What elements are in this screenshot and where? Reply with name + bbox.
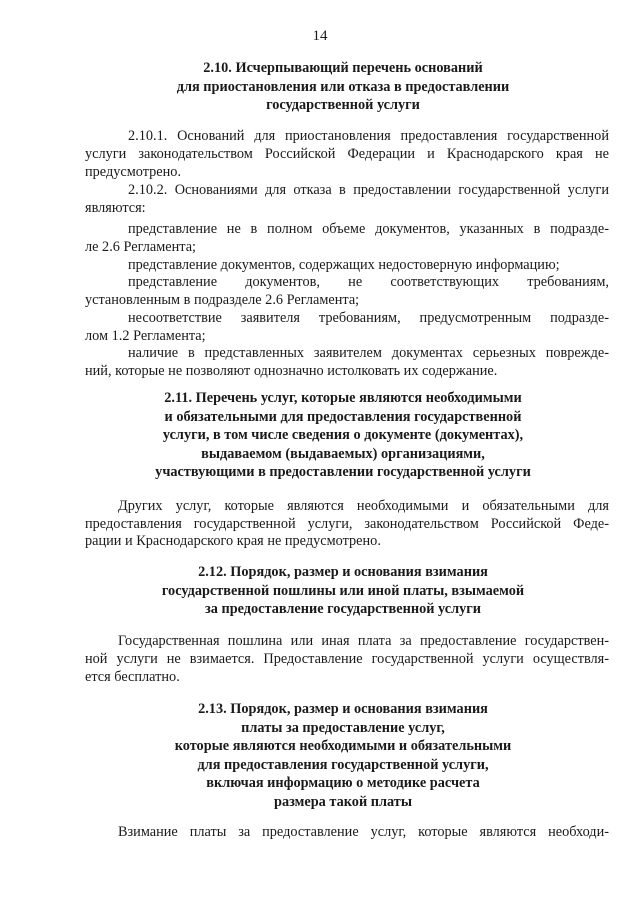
list-item-line: несоответствие заявителя требованиям, предусмотренным подразде-	[128, 310, 609, 326]
paragraph-2-12-line: Государственная пошлина или иная плата за предоставление государствен-	[118, 633, 609, 649]
heading-2-13: 2.13. Порядок, размер и основания взимания платы за предоставление услуг, которые являются необходимыми и обязательными для предоставления государственной услуги, включая информацию о методике расчета размера такой платы	[174, 701, 512, 810]
paragraph-2-13-line: Взимание платы за предоставление услуг, которые являются необходи-	[118, 824, 609, 840]
list-item-line: ний, которые не позволяют однозначно истолковать их содержание.	[85, 363, 498, 379]
list-item-line: представление документов, содержащих недостоверную информацию;	[128, 257, 560, 273]
paragraph-2-11-line: предоставления государственной услуги, законодательством Российской Феде-	[85, 516, 609, 532]
list-item-line: лом 1.2 Регламента;	[85, 328, 206, 344]
list-item-line: представление документов, не соответствующих требованиям,	[128, 274, 609, 290]
paragraph-2-10-1-line: услуги законодательством Российской Федерации и Краснодарского края не	[85, 146, 609, 162]
paragraph-2-10-2-line: являются:	[85, 200, 146, 216]
paragraph-2-11-line: Других услуг, которые являются необходимыми и обязательными для	[118, 498, 609, 514]
paragraph-2-12-line: ется бесплатно.	[85, 669, 180, 685]
paragraph-2-11-line: рации и Краснодарского края не предусмотрено.	[85, 533, 381, 549]
paragraph-2-10-1-line: предусмотрено.	[85, 164, 182, 180]
list-item-line: наличие в представленных заявителем документах серьезных поврежде-	[128, 345, 609, 361]
heading-2-10: 2.10. Исчерпывающий перечень оснований для приостановления или отказа в предоставлении государственной услуги	[176, 60, 510, 113]
list-item-line: представление не в полном объеме документов, указанных в подразде-	[128, 221, 609, 237]
page-number: 14	[312, 28, 328, 44]
paragraph-2-12-line: ной услуги не взимается. Предоставление государственной услуги осуществля-	[85, 651, 609, 667]
paragraph-2-10-2-line: 2.10.2. Основаниями для отказа в предоставлении государственной услуги	[128, 182, 609, 198]
heading-2-11: 2.11. Перечень услуг, которые являются необходимыми и обязательными для предоставления государственной услуги, в том числе сведения о документе (документах), выдаваемом (выдаваемых) организациями, участвующими в предоставлении государственной услуги	[155, 390, 531, 480]
heading-2-12: 2.12. Порядок, размер и основания взимания государственной пошлины или иной платы, взымаемой за предоставление государственной услуги	[161, 564, 525, 617]
paragraph-2-10-1-line: 2.10.1. Оснований для приостановления предоставления государственной	[128, 128, 609, 144]
list-item-line: установленным в подразделе 2.6 Регламента;	[85, 292, 360, 308]
list-item-line: ле 2.6 Регламента;	[85, 239, 197, 255]
